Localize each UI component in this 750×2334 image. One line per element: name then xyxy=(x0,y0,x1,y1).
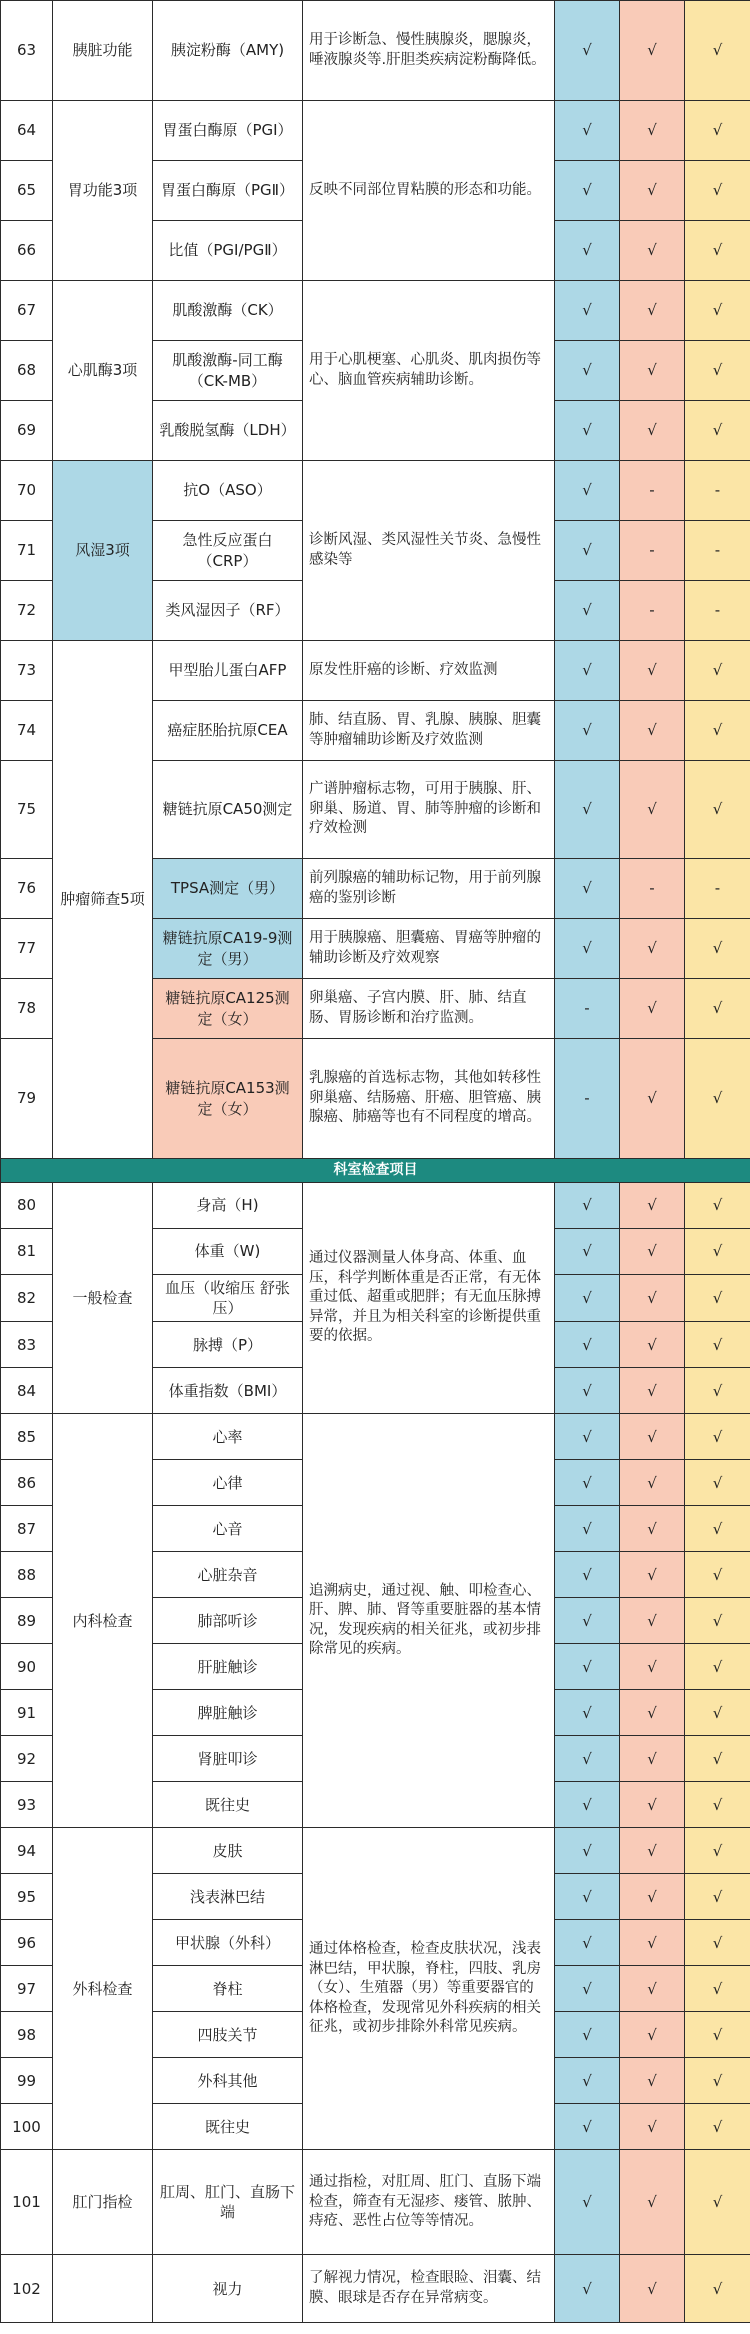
item-name: 肝脏触诊 xyxy=(153,1644,303,1690)
group-name: 内科检查 xyxy=(53,1414,153,1828)
package-1-mark: √ xyxy=(555,859,620,919)
package-2-mark: √ xyxy=(620,701,685,761)
package-2-mark: √ xyxy=(620,1460,685,1506)
package-2-mark: √ xyxy=(620,1506,685,1552)
package-1-mark: √ xyxy=(555,1598,620,1644)
table-row xyxy=(1,281,750,341)
package-3-mark: √ xyxy=(685,2104,750,2150)
package-1-mark: √ xyxy=(555,2012,620,2058)
package-1-mark: √ xyxy=(555,1460,620,1506)
item-description: 用于诊断急、慢性胰腺炎，腮腺炎，唾液腺炎等.肝胆类疾病淀粉酶降低。 xyxy=(303,1,555,101)
group-name: 肛门指检 xyxy=(53,2150,153,2255)
package-1-mark: √ xyxy=(555,281,620,341)
package-3-mark: - xyxy=(685,581,750,641)
package-2-mark: √ xyxy=(620,761,685,859)
package-1-mark: √ xyxy=(555,161,620,221)
item-description: 反映不同部位胃粘膜的形态和功能。 xyxy=(303,101,555,281)
item-number: 63 xyxy=(1,1,53,101)
group-name: 肿瘤筛查5项 xyxy=(53,641,153,1159)
section-header-body xyxy=(1,1159,750,1183)
item-number: 65 xyxy=(1,161,53,221)
package-3-mark: √ xyxy=(685,979,750,1039)
package-3-mark: √ xyxy=(685,1782,750,1828)
package-1-mark: √ xyxy=(555,1874,620,1920)
item-number: 71 xyxy=(1,521,53,581)
package-2-mark: √ xyxy=(620,1966,685,2012)
package-2-mark: √ xyxy=(620,1,685,101)
item-name: 肌酸激酶-同工酶（CK-MB） xyxy=(153,341,303,401)
group-name: 外科检查 xyxy=(53,1828,153,2150)
package-1-mark: √ xyxy=(555,2104,620,2150)
item-name: 肌酸激酶（CK） xyxy=(153,281,303,341)
package-3-mark: √ xyxy=(685,2012,750,2058)
table-row xyxy=(1,461,750,521)
section-header-row xyxy=(1,1159,750,1183)
item-number: 89 xyxy=(1,1598,53,1644)
item-description: 用于心肌梗塞、心肌炎、肌肉损伤等心、脑血管疾病辅助诊断。 xyxy=(303,281,555,461)
item-description: 诊断风湿、类风湿性关节炎、急慢性感染等 xyxy=(303,461,555,641)
group-name: 心肌酶3项 xyxy=(53,281,153,461)
package-1-mark: √ xyxy=(555,2255,620,2323)
package-1-mark: √ xyxy=(555,521,620,581)
item-number: 82 xyxy=(1,1274,53,1322)
item-number: 74 xyxy=(1,701,53,761)
item-number: 69 xyxy=(1,401,53,461)
table-row xyxy=(1,1182,750,1228)
item-name: 心率 xyxy=(153,1414,303,1460)
item-number: 68 xyxy=(1,341,53,401)
package-3-mark: - xyxy=(685,859,750,919)
package-3-mark: √ xyxy=(685,1920,750,1966)
item-name: 甲型胎儿蛋白AFP xyxy=(153,641,303,701)
item-number: 96 xyxy=(1,1920,53,1966)
item-number: 72 xyxy=(1,581,53,641)
item-number: 64 xyxy=(1,101,53,161)
group-name: 胰脏功能 xyxy=(53,1,153,101)
item-name: 糖链抗原CA153测定（女） xyxy=(153,1039,303,1159)
table-row xyxy=(1,641,750,701)
item-name: 心脏杂音 xyxy=(153,1552,303,1598)
package-3-mark: √ xyxy=(685,1182,750,1228)
package-2-mark: √ xyxy=(620,919,685,979)
item-name: 肛周、肛门、直肠下端 xyxy=(153,2150,303,2255)
item-description: 肺、结直肠、胃、乳腺、胰腺、胆囊等肿瘤辅助诊断及疗效监测 xyxy=(303,701,555,761)
package-1-mark: √ xyxy=(555,1274,620,1322)
item-number: 102 xyxy=(1,2255,53,2323)
item-number: 86 xyxy=(1,1460,53,1506)
package-2-mark: √ xyxy=(620,2058,685,2104)
package-3-mark: √ xyxy=(685,919,750,979)
item-name: 抗O（ASO） xyxy=(153,461,303,521)
package-2-mark: √ xyxy=(620,1368,685,1414)
package-3-mark: √ xyxy=(685,1368,750,1414)
package-1-mark: √ xyxy=(555,919,620,979)
package-3-mark: √ xyxy=(685,221,750,281)
item-number: 75 xyxy=(1,761,53,859)
package-1-mark: √ xyxy=(555,2058,620,2104)
package-1-mark: √ xyxy=(555,701,620,761)
item-description: 乳腺癌的首选标志物，其他如转移性卵巢癌、结肠癌、肝癌、胆管癌、胰腺癌、肺癌等也有不同程度的增高。 xyxy=(303,1039,555,1159)
package-3-mark: √ xyxy=(685,2255,750,2323)
package-3-mark: √ xyxy=(685,761,750,859)
item-description: 广谱肿瘤标志物，可用于胰腺、肝、卵巢、肠道、胃、肺等肿瘤的诊断和疗效检测 xyxy=(303,761,555,859)
table-row xyxy=(1,1,750,101)
package-3-mark: √ xyxy=(685,161,750,221)
item-name: 皮肤 xyxy=(153,1828,303,1874)
package-2-mark: √ xyxy=(620,2104,685,2150)
package-3-mark: - xyxy=(685,461,750,521)
package-2-mark: - xyxy=(620,581,685,641)
table-row xyxy=(1,1414,750,1460)
group-name: 一般检查 xyxy=(53,1182,153,1414)
item-name: 身高（H) xyxy=(153,1182,303,1228)
package-1-mark: √ xyxy=(555,1322,620,1368)
package-1-mark: √ xyxy=(555,221,620,281)
package-2-mark: √ xyxy=(620,1552,685,1598)
package-1-mark: √ xyxy=(555,1182,620,1228)
table-row xyxy=(1,1828,750,1874)
package-3-mark: √ xyxy=(685,1736,750,1782)
package-2-mark: √ xyxy=(620,2255,685,2323)
package-2-mark: √ xyxy=(620,101,685,161)
item-name: 心音 xyxy=(153,1506,303,1552)
package-3-mark: √ xyxy=(685,2058,750,2104)
item-name: 胰淀粉酶（AMY) xyxy=(153,1,303,101)
item-name: 胃蛋白酶原（PGⅠ） xyxy=(153,101,303,161)
package-1-mark: √ xyxy=(555,1,620,101)
item-name: 外科其他 xyxy=(153,2058,303,2104)
package-3-mark: √ xyxy=(685,1828,750,1874)
item-number: 70 xyxy=(1,461,53,521)
package-3-mark: √ xyxy=(685,1274,750,1322)
package-1-mark: √ xyxy=(555,1368,620,1414)
item-number: 87 xyxy=(1,1506,53,1552)
table-row xyxy=(1,2255,750,2323)
package-2-mark: √ xyxy=(620,1736,685,1782)
package-1-mark: - xyxy=(555,1039,620,1159)
item-name: 脾脏触诊 xyxy=(153,1690,303,1736)
package-3-mark: √ xyxy=(685,1874,750,1920)
package-3-mark: √ xyxy=(685,401,750,461)
package-1-mark: √ xyxy=(555,581,620,641)
item-number: 83 xyxy=(1,1322,53,1368)
item-number: 79 xyxy=(1,1039,53,1159)
item-description: 卵巢癌、子宫内膜、肝、肺、结直肠、胃肠诊断和治疗监测。 xyxy=(303,979,555,1039)
package-2-mark: √ xyxy=(620,401,685,461)
item-name: 肺部听诊 xyxy=(153,1598,303,1644)
package-2-mark: √ xyxy=(620,161,685,221)
package-1-mark: - xyxy=(555,979,620,1039)
package-2-mark: √ xyxy=(620,1874,685,1920)
package-3-mark: √ xyxy=(685,1,750,101)
package-1-mark: √ xyxy=(555,1736,620,1782)
package-3-mark: - xyxy=(685,521,750,581)
item-number: 91 xyxy=(1,1690,53,1736)
package-1-mark: √ xyxy=(555,641,620,701)
item-number: 77 xyxy=(1,919,53,979)
package-2-mark: √ xyxy=(620,1414,685,1460)
package-2-mark: √ xyxy=(620,1644,685,1690)
package-1-mark: √ xyxy=(555,461,620,521)
package-2-mark: √ xyxy=(620,1920,685,1966)
item-description: 通过仪器测量人体身高、体重、血压，科学判断体重是否正常，有无体重过低、超重或肥胖；有无血压脉搏异常，并且为相关科室的诊断提供重要的依据。 xyxy=(303,1182,555,1414)
package-1-mark: √ xyxy=(555,761,620,859)
item-description: 通过指检，对肛周、肛门、直肠下端检查，筛查有无湿疹、瘘管、脓肿、痔疮、恶性占位等等情况。 xyxy=(303,2150,555,2255)
package-2-mark: √ xyxy=(620,1690,685,1736)
package-1-mark: √ xyxy=(555,1414,620,1460)
package-2-mark: - xyxy=(620,859,685,919)
package-3-mark: √ xyxy=(685,1228,750,1274)
package-3-mark: √ xyxy=(685,1322,750,1368)
table-row xyxy=(1,2150,750,2255)
package-3-mark: √ xyxy=(685,1644,750,1690)
package-2-mark: √ xyxy=(620,1182,685,1228)
package-3-mark: √ xyxy=(685,1690,750,1736)
package-1-mark: √ xyxy=(555,1552,620,1598)
package-1-mark: √ xyxy=(555,2150,620,2255)
item-number: 94 xyxy=(1,1828,53,1874)
package-1-mark: √ xyxy=(555,1782,620,1828)
item-name: 急性反应蛋白（CRP） xyxy=(153,521,303,581)
package-2-mark: √ xyxy=(620,1274,685,1322)
package-3-mark: √ xyxy=(685,2150,750,2255)
package-2-mark: - xyxy=(620,461,685,521)
item-number: 84 xyxy=(1,1368,53,1414)
package-2-mark: √ xyxy=(620,2012,685,2058)
package-2-mark: √ xyxy=(620,1598,685,1644)
package-3-mark: √ xyxy=(685,701,750,761)
item-number: 88 xyxy=(1,1552,53,1598)
department-items-body xyxy=(1,1182,750,2323)
package-2-mark: √ xyxy=(620,1322,685,1368)
package-3-mark: √ xyxy=(685,641,750,701)
item-name: 脊柱 xyxy=(153,1966,303,2012)
section-title: 科室检查项目 xyxy=(1,1159,750,1183)
group-name xyxy=(53,2255,153,2323)
item-number: 76 xyxy=(1,859,53,919)
item-number: 90 xyxy=(1,1644,53,1690)
package-2-mark: √ xyxy=(620,2150,685,2255)
package-3-mark: √ xyxy=(685,1039,750,1159)
item-name: 胃蛋白酶原（PGⅡ） xyxy=(153,161,303,221)
item-name: 心律 xyxy=(153,1460,303,1506)
group-name: 胃功能3项 xyxy=(53,101,153,281)
package-2-mark: √ xyxy=(620,1782,685,1828)
item-name: 糖链抗原CA125测定（女） xyxy=(153,979,303,1039)
package-3-mark: √ xyxy=(685,281,750,341)
package-2-mark: - xyxy=(620,521,685,581)
item-name: 浅表淋巴结 xyxy=(153,1874,303,1920)
package-3-mark: √ xyxy=(685,1552,750,1598)
item-number: 78 xyxy=(1,979,53,1039)
package-2-mark: √ xyxy=(620,281,685,341)
package-3-mark: √ xyxy=(685,1460,750,1506)
item-number: 97 xyxy=(1,1966,53,2012)
package-1-mark: √ xyxy=(555,1644,620,1690)
item-description: 前列腺癌的辅助标记物，用于前列腺癌的鉴别诊断 xyxy=(303,859,555,919)
item-number: 66 xyxy=(1,221,53,281)
package-1-mark: √ xyxy=(555,101,620,161)
item-name: 既往史 xyxy=(153,1782,303,1828)
item-name: 血压（收缩压 舒张压） xyxy=(153,1274,303,1322)
item-number: 81 xyxy=(1,1228,53,1274)
package-3-mark: √ xyxy=(685,1414,750,1460)
item-name: 四肢关节 xyxy=(153,2012,303,2058)
package-2-mark: √ xyxy=(620,1828,685,1874)
package-3-mark: √ xyxy=(685,1966,750,2012)
package-3-mark: √ xyxy=(685,101,750,161)
package-1-mark: √ xyxy=(555,1966,620,2012)
item-name: 视力 xyxy=(153,2255,303,2323)
item-name: 脉搏（P） xyxy=(153,1322,303,1368)
item-number: 73 xyxy=(1,641,53,701)
package-2-mark: √ xyxy=(620,1228,685,1274)
package-1-mark: √ xyxy=(555,1828,620,1874)
item-number: 80 xyxy=(1,1182,53,1228)
item-name: 糖链抗原CA50测定 xyxy=(153,761,303,859)
group-name: 风湿3项 xyxy=(53,461,153,641)
item-number: 85 xyxy=(1,1414,53,1460)
item-name: 比值（PGⅠ/PGⅡ） xyxy=(153,221,303,281)
item-name: 肾脏叩诊 xyxy=(153,1736,303,1782)
package-2-mark: √ xyxy=(620,641,685,701)
package-2-mark: √ xyxy=(620,341,685,401)
lab-items-body xyxy=(1,1,750,1159)
item-number: 100 xyxy=(1,2104,53,2150)
item-description: 通过体格检查，检查皮肤状况，浅表淋巴结，甲状腺，脊柱，四肢、乳房（女）、生殖器（男）等重要器官的体格检查，发现常见外科疾病的相关征兆，或初步排除外科常见疾病。 xyxy=(303,1828,555,2150)
item-name: 癌症胚胎抗原CEA xyxy=(153,701,303,761)
package-2-mark: √ xyxy=(620,1039,685,1159)
table-row xyxy=(1,101,750,161)
item-number: 101 xyxy=(1,2150,53,2255)
item-number: 93 xyxy=(1,1782,53,1828)
package-1-mark: √ xyxy=(555,1506,620,1552)
item-number: 98 xyxy=(1,2012,53,2058)
package-3-mark: √ xyxy=(685,341,750,401)
item-name: 体重指数（BMI） xyxy=(153,1368,303,1414)
item-name: TPSA测定（男） xyxy=(153,859,303,919)
package-3-mark: √ xyxy=(685,1598,750,1644)
item-description: 原发性肝癌的诊断、疗效监测 xyxy=(303,641,555,701)
item-name: 甲状腺（外科） xyxy=(153,1920,303,1966)
package-3-mark: √ xyxy=(685,1506,750,1552)
package-1-mark: √ xyxy=(555,341,620,401)
package-1-mark: √ xyxy=(555,1690,620,1736)
package-2-mark: √ xyxy=(620,979,685,1039)
item-name: 既往史 xyxy=(153,2104,303,2150)
item-description: 追溯病史，通过视、触、叩检查心、肝、脾、肺、肾等重要脏器的基本情况，发现疾病的相关征兆，或初步排除常见的疾病。 xyxy=(303,1414,555,1828)
item-name: 体重（W) xyxy=(153,1228,303,1274)
item-number: 92 xyxy=(1,1736,53,1782)
package-2-mark: √ xyxy=(620,221,685,281)
item-name: 类风湿因子（RF） xyxy=(153,581,303,641)
item-description: 了解视力情况，检查眼睑、泪囊、结膜、眼球是否存在异常病变。 xyxy=(303,2255,555,2323)
item-number: 95 xyxy=(1,1874,53,1920)
package-1-mark: √ xyxy=(555,1228,620,1274)
item-name: 乳酸脱氢酶（LDH） xyxy=(153,401,303,461)
package-1-mark: √ xyxy=(555,1920,620,1966)
item-description: 用于胰腺癌、胆囊癌、胃癌等肿瘤的辅助诊断及疗效观察 xyxy=(303,919,555,979)
item-name: 糖链抗原CA19-9测定（男） xyxy=(153,919,303,979)
package-1-mark: √ xyxy=(555,401,620,461)
item-number: 67 xyxy=(1,281,53,341)
item-number: 99 xyxy=(1,2058,53,2104)
